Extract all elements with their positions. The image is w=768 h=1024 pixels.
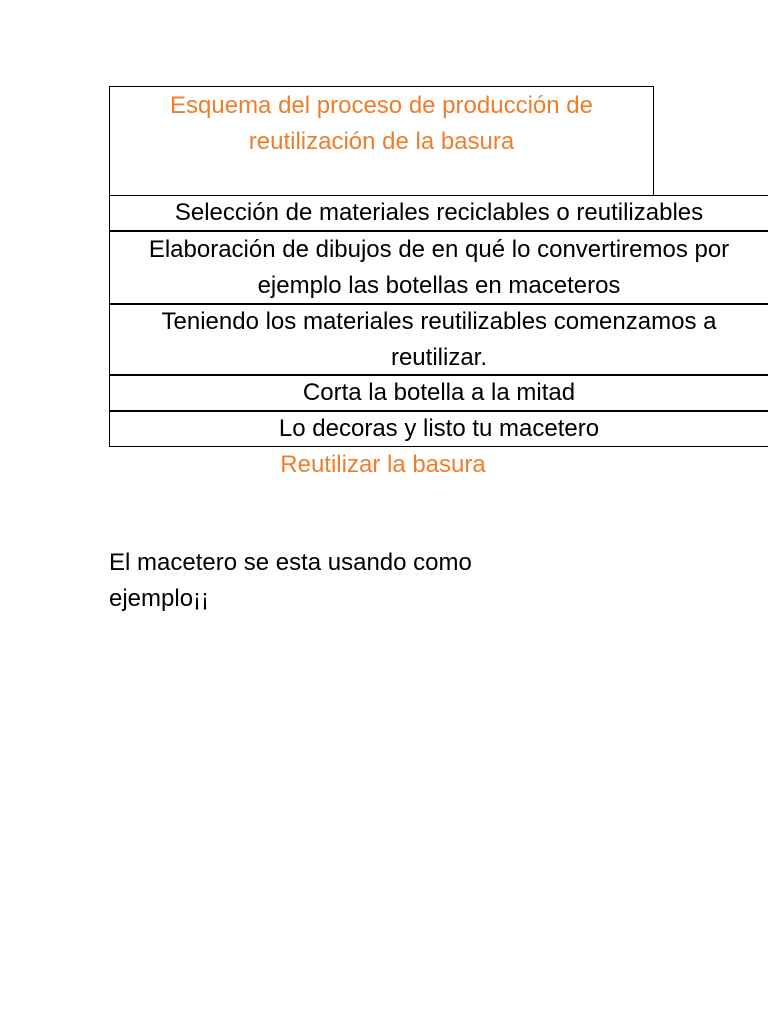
process-step-text: Selección de materiales reciclables o reutilizables — [174, 199, 704, 226]
diagram-title-box — [109, 86, 654, 195]
process-step-2 — [109, 231, 768, 304]
process-step-text: Teniendo los materiales reutilizables comenzamos a reutilizar. — [161, 307, 717, 371]
process-step-text: Lo decoras y listo tu macetero — [278, 415, 600, 442]
diagram-title: Esquema del proceso de producción de reutilización de la basura — [170, 92, 593, 155]
process-step-text: Elaboración de dibujos de en qué lo convertiremos por ejemplo las botellas en maceteros — [148, 235, 730, 299]
process-step-text: Corta la botella a la mitad — [302, 379, 576, 406]
diagram-caption: Reutilizar la basura — [280, 451, 486, 478]
process-step-3 — [109, 304, 768, 375]
process-step-4 — [109, 375, 768, 411]
process-step-5 — [109, 411, 768, 447]
process-step-1 — [109, 195, 768, 231]
body-note: El macetero se esta usando como ejemplo¡¡ — [109, 549, 472, 612]
